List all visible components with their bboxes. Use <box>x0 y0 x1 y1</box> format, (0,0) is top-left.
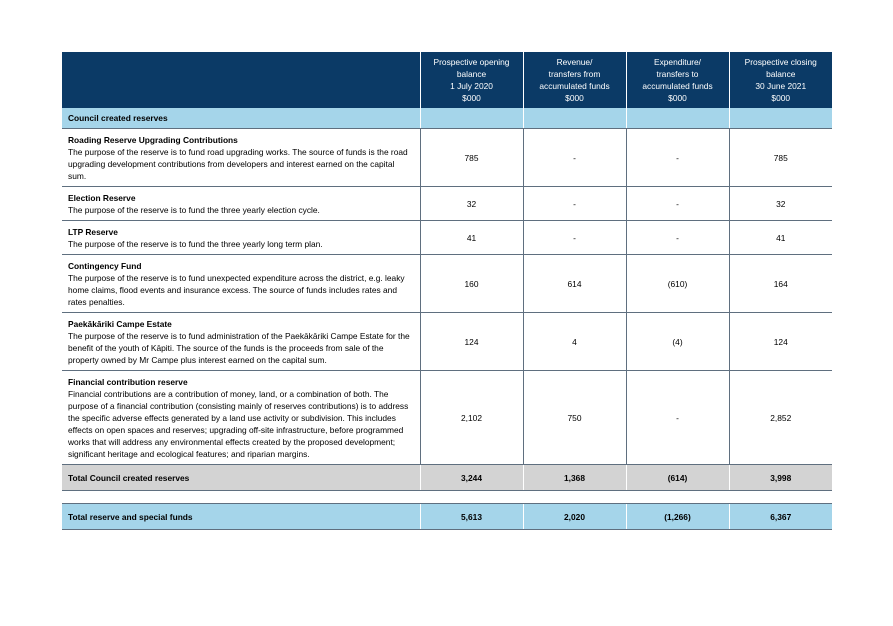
table-row <box>62 129 832 187</box>
header-line: transfers from <box>548 69 601 79</box>
table-row <box>62 371 832 465</box>
grand-total-row <box>62 504 832 530</box>
header-line: accumulated funds <box>642 81 713 91</box>
reserve-description <box>62 255 420 313</box>
closing-balance-cell: 41 <box>729 221 832 255</box>
reserve-purpose: The purpose of the reserve is to fund the three yearly election cycle. <box>68 205 320 215</box>
reserve-name: Roading Reserve Upgrading Contributions <box>68 135 238 145</box>
table-row <box>62 187 832 221</box>
expenditure-cell: (4) <box>626 313 729 371</box>
header-line: $000 <box>565 93 584 103</box>
opening-balance-cell: 785 <box>420 129 523 187</box>
reserve-purpose: The purpose of the reserve is to fund administration of the Paekākāriki Campe Estate for the benefit of the youth of Kāpiti. The source of the funds is the proceeds from sale of the property owned by Mr Campe plus interest earned on the capital sum. <box>68 331 410 365</box>
section-cell <box>420 108 523 129</box>
section-cell <box>626 108 729 129</box>
reserve-description <box>62 221 420 255</box>
spacer-cell <box>62 491 832 504</box>
spacer-row <box>62 491 832 504</box>
opening-balance-cell: 2,102 <box>420 371 523 465</box>
header-line: 1 July 2020 <box>450 81 493 91</box>
header-line: Expenditure/ <box>653 57 702 67</box>
reserve-purpose: The purpose of the reserve is to fund road upgrading works. The source of funds is the road upgrading development contributions from developers and interest earned on the capital sum. <box>68 147 408 181</box>
table-row <box>62 255 832 313</box>
header-line: balance <box>456 69 487 79</box>
expenditure-cell: - <box>626 129 729 187</box>
opening-balance-cell: 160 <box>420 255 523 313</box>
header-line: $000 <box>668 93 687 103</box>
reserve-purpose: The purpose of the reserve is to fund the three yearly long term plan. <box>68 239 323 249</box>
reserve-purpose: Financial contributions are a contribution of money, land, or a combination of both. The purpose of a financial contribution (consisting mainly of reserves contributions) is to address the specific adverse effects generated by a land use activity or subdivision. This includes effects on open spaces and reserves; upgrading off-site infrastructure, before programmed works that will address any environmental effects created by the proposed development; significant heritage and ecological features; and riparian margins. <box>68 389 409 459</box>
header-revenue <box>523 52 626 108</box>
total-label: Total Council created reserves <box>62 465 420 491</box>
revenue-cell: - <box>523 221 626 255</box>
header-line: 30 June 2021 <box>755 81 807 91</box>
total-row <box>62 465 832 491</box>
header-line: accumulated funds <box>539 81 610 91</box>
header-line: Prospective closing <box>744 57 817 67</box>
opening-balance-cell: 41 <box>420 221 523 255</box>
total-opening: 3,244 <box>420 465 523 491</box>
revenue-cell: 614 <box>523 255 626 313</box>
grand-total-revenue: 2,020 <box>523 504 626 530</box>
closing-balance-cell: 2,852 <box>729 371 832 465</box>
revenue-cell: - <box>523 187 626 221</box>
grand-total-closing: 6,367 <box>729 504 832 530</box>
reserve-description <box>62 187 420 221</box>
reserve-purpose: The purpose of the reserve is to fund unexpected expenditure across the district, e.g. leaky home claims, flood events and insurance excess. The source of funds includes rates and rates penalties. <box>68 273 405 307</box>
section-cell <box>523 108 626 129</box>
grand-total-expenditure: (1,266) <box>626 504 729 530</box>
closing-balance-cell: 32 <box>729 187 832 221</box>
header-line: transfers to <box>656 69 699 79</box>
reserve-name: Election Reserve <box>68 193 136 203</box>
opening-balance-cell: 32 <box>420 187 523 221</box>
section-header-row <box>62 108 832 129</box>
reserve-name: Financial contribution reserve <box>68 377 188 387</box>
table-row <box>62 221 832 255</box>
header-description <box>62 52 420 108</box>
header-line: $000 <box>462 93 481 103</box>
table-row <box>62 313 832 371</box>
total-closing: 3,998 <box>729 465 832 491</box>
revenue-cell: 4 <box>523 313 626 371</box>
header-line: $000 <box>771 93 791 103</box>
section-title: Council created reserves <box>62 108 420 129</box>
closing-balance-cell: 124 <box>729 313 832 371</box>
revenue-cell: 750 <box>523 371 626 465</box>
header-closing-balance <box>729 52 832 108</box>
expenditure-cell: - <box>626 371 729 465</box>
expenditure-cell: - <box>626 187 729 221</box>
reserves-table <box>62 52 832 530</box>
reserve-description <box>62 313 420 371</box>
closing-balance-cell: 164 <box>729 255 832 313</box>
expenditure-cell: (610) <box>626 255 729 313</box>
reserve-description <box>62 371 420 465</box>
grand-total-label: Total reserve and special funds <box>62 504 420 530</box>
expenditure-cell: - <box>626 221 729 255</box>
header-line: balance <box>766 69 796 79</box>
reserve-name: Paekākāriki Campe Estate <box>68 319 172 329</box>
total-revenue: 1,368 <box>523 465 626 491</box>
section-cell <box>729 108 832 129</box>
total-expenditure: (614) <box>626 465 729 491</box>
opening-balance-cell: 124 <box>420 313 523 371</box>
revenue-cell: - <box>523 129 626 187</box>
grand-total-opening: 5,613 <box>420 504 523 530</box>
header-opening-balance <box>420 52 523 108</box>
reserve-name: Contingency Fund <box>68 261 142 271</box>
reserve-name: LTP Reserve <box>68 227 118 237</box>
header-expenditure <box>626 52 729 108</box>
reserve-description <box>62 129 420 187</box>
header-line: Revenue/ <box>556 57 593 67</box>
closing-balance-cell: 785 <box>729 129 832 187</box>
table-header-row <box>62 52 832 108</box>
header-line: Prospective opening <box>433 57 510 67</box>
